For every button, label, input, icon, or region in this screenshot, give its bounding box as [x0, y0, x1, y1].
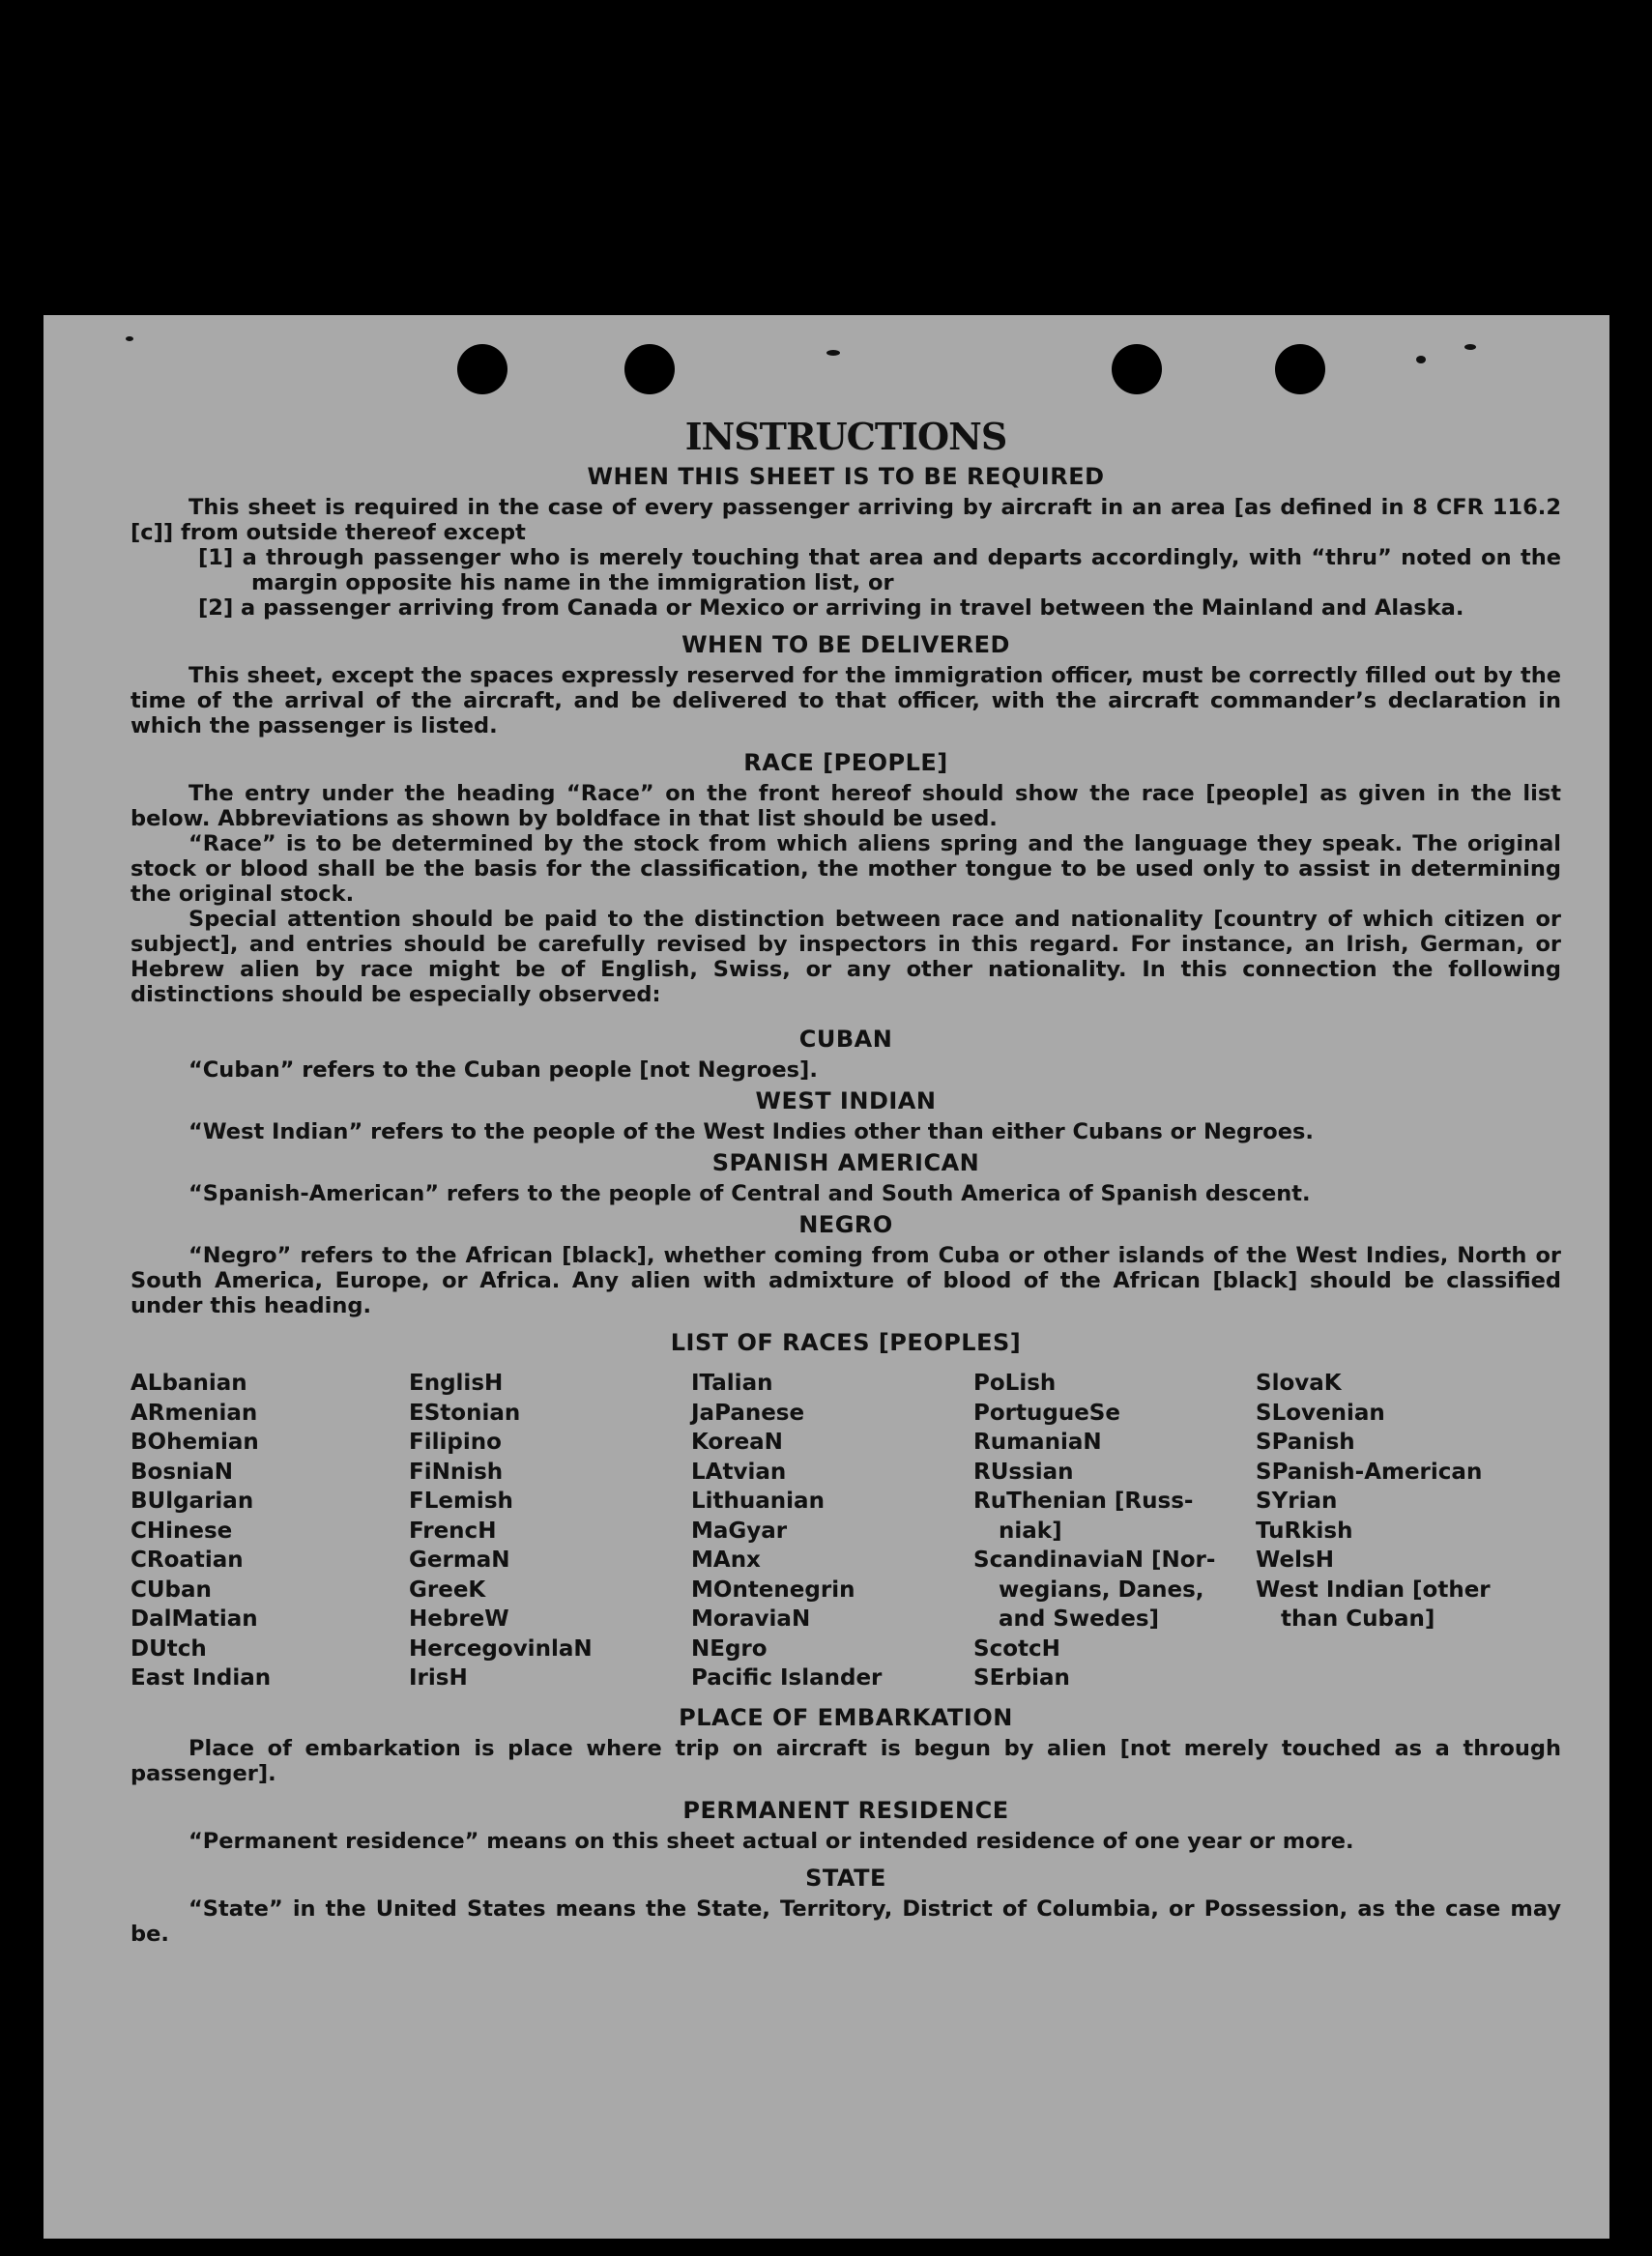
race-item: NEgro [691, 1635, 768, 1662]
paragraph: This sheet is required in the case of every passenger arriving by aircraft in an area [as defined in 8 CFR 116.2 [c]] from outside thereof except [130, 495, 1561, 545]
race-item: Lithuanian [691, 1489, 825, 1514]
race-item: JaPanese [691, 1400, 805, 1426]
race-list [130, 1369, 1561, 1693]
document-sheet [43, 315, 1609, 2239]
section-heading: NEGRO [798, 1211, 893, 1238]
race-column [1256, 1369, 1538, 1693]
race-item: CUban [130, 1576, 212, 1603]
race-item: MoraviaN [691, 1606, 811, 1632]
punch-hole [457, 344, 507, 394]
race-item: than Cuban] [1281, 1606, 1435, 1632]
race-item: FiNnish [409, 1459, 504, 1485]
punch-hole [1275, 344, 1325, 394]
section-heading: WEST INDIAN [755, 1087, 937, 1114]
instructions-content [130, 416, 1561, 1947]
race-item: IrisH [409, 1665, 468, 1691]
race-item: East Indian [130, 1665, 272, 1691]
race-item: HercegovinlaN [409, 1635, 593, 1662]
race-item: niak] [999, 1518, 1062, 1544]
paragraph: “Cuban” refers to the Cuban people [not Negroes]. [188, 1057, 818, 1083]
race-item: EnglisH [409, 1371, 504, 1396]
section-heading: CUBAN [798, 1026, 893, 1053]
race-item: SLovenian [1256, 1400, 1385, 1426]
race-item: MOntenegrin [691, 1576, 855, 1603]
section-heading: WHEN THIS SHEET IS TO BE REQUIRED [587, 463, 1105, 490]
race-column [973, 1369, 1256, 1693]
race-item: ARmenian [130, 1400, 258, 1426]
race-item: MaGyar [691, 1518, 788, 1544]
race-item: PoLish [973, 1371, 1057, 1396]
section-heading: PERMANENT RESIDENCE [682, 1796, 1009, 1824]
paragraph: “State” in the United States means the State, Territory, District of Columbia, or Possession, as the case may be. [130, 1895, 1561, 1947]
section-heading: WHEN TO BE DELIVERED [681, 631, 1010, 658]
race-item: SlovaK [1256, 1371, 1342, 1396]
race-item: FrencH [409, 1518, 497, 1544]
race-item: DUtch [130, 1635, 207, 1662]
section-heading: LIST OF RACES [PEOPLES] [670, 1329, 1022, 1356]
race-item: SPanish [1256, 1430, 1355, 1455]
race-item: RUssian [973, 1459, 1074, 1485]
race-item: RuThenian [Russ- [973, 1489, 1194, 1514]
race-column [409, 1369, 691, 1693]
race-item: HebreW [409, 1606, 509, 1632]
exception-item: [1] a through passenger who is merely touching that area and departs accordingly, with “thru” noted on the margin opposite his name in the immigration list, or [198, 545, 1561, 595]
paragraph: “Negro” refers to the African [black], whether coming from Cuba or other islands of the West Indies, North or South America, Europe, or Africa. Any alien with admixture of blood of the African [black] should be classified under this heading. [130, 1243, 1561, 1318]
race-column [691, 1369, 973, 1693]
ink-speck [1416, 356, 1426, 363]
paragraph: Special attention should be paid to the distinction between race and nationality [country of which citizen or subject], and entries should be carefully revised by inspectors in this regard. For instance, an Irish, German, or Hebrew alien by race might be of English, Swiss, or any other nationality. In this connection the following distinctions should be especially observed: [130, 907, 1561, 1007]
paragraph: This sheet, except the spaces expressly reserved for the immigration officer, must be correctly filled out by the time of the arrival of the aircraft, and be delivered to that officer, with the aircraft commander’s declaration in which the passenger is listed. [130, 663, 1561, 738]
paragraph: Place of embarkation is place where trip on aircraft is begun by alien [not merely touched as a through passenger]. [130, 1735, 1561, 1786]
race-item: BOhemian [130, 1430, 259, 1455]
punch-hole [624, 344, 675, 394]
race-item: ALbanian [130, 1371, 247, 1396]
race-item: CHinese [130, 1518, 233, 1544]
paragraph: “Permanent residence” means on this sheet actual or intended residence of one year or more. [188, 1828, 1354, 1854]
race-item: PortugueSe [973, 1400, 1120, 1426]
paragraph: The entry under the heading “Race” on the front hereof should show the race [people] as given in the list below. Abbreviations as shown by boldface in that list should be used. [130, 781, 1561, 831]
race-item: GreeK [409, 1576, 486, 1603]
section-heading: PLACE OF EMBARKATION [679, 1703, 1013, 1731]
race-item: Pacific Islander [691, 1665, 883, 1691]
paragraph: “Race” is to be determined by the stock from which aliens spring and the language they speak. The original stock or blood shall be the basis for the classification, the mother tongue to be used only to assist in determining the original stock. [130, 831, 1561, 907]
race-item: FLemish [409, 1489, 513, 1514]
punch-hole [1112, 344, 1162, 394]
race-item: CRoatian [130, 1547, 244, 1573]
race-item: MAnx [691, 1547, 761, 1573]
paragraph: “Spanish-American” refers to the people of Central and South America of Spanish descent. [188, 1181, 1311, 1206]
page-title: INSTRUCTIONS [684, 415, 1007, 458]
race-item: ScandinaviaN [Nor- [973, 1547, 1216, 1573]
section-heading: STATE [805, 1864, 886, 1892]
race-item: KoreaN [691, 1430, 783, 1455]
section-heading: RACE [PEOPLE] [743, 749, 948, 776]
paragraph: “West Indian” refers to the people of the West Indies other than either Cubans or Negroes. [188, 1119, 1314, 1144]
ink-speck [126, 336, 133, 341]
race-item: SErbian [973, 1665, 1070, 1691]
race-item: BUlgarian [130, 1489, 254, 1514]
race-item: LAtvian [691, 1459, 787, 1485]
race-item: TuRkish [1256, 1518, 1353, 1544]
exception-item: [2] a passenger arriving from Canada or Mexico or arriving in travel between the Mainland and Alaska. [198, 595, 1464, 621]
race-item: BosniaN [130, 1459, 234, 1485]
race-item: WelsH [1256, 1547, 1334, 1573]
race-item: and Swedes] [999, 1606, 1160, 1632]
race-item: ScotcH [973, 1635, 1060, 1662]
race-item: wegians, Danes, [999, 1576, 1204, 1603]
race-item: DalMatian [130, 1606, 258, 1632]
race-item: RumaniaN [973, 1430, 1102, 1455]
race-column [130, 1369, 409, 1693]
race-item: Filipino [409, 1430, 502, 1455]
race-item: SPanish-American [1256, 1459, 1483, 1485]
ink-speck [826, 350, 840, 356]
section-heading: SPANISH AMERICAN [711, 1149, 980, 1176]
race-item: ITalian [691, 1371, 773, 1396]
race-item: West Indian [other [1256, 1576, 1491, 1603]
race-item: EStonian [409, 1400, 521, 1426]
race-item: SYrian [1256, 1489, 1338, 1514]
race-item: GermaN [409, 1547, 510, 1573]
ink-speck [1464, 344, 1476, 350]
